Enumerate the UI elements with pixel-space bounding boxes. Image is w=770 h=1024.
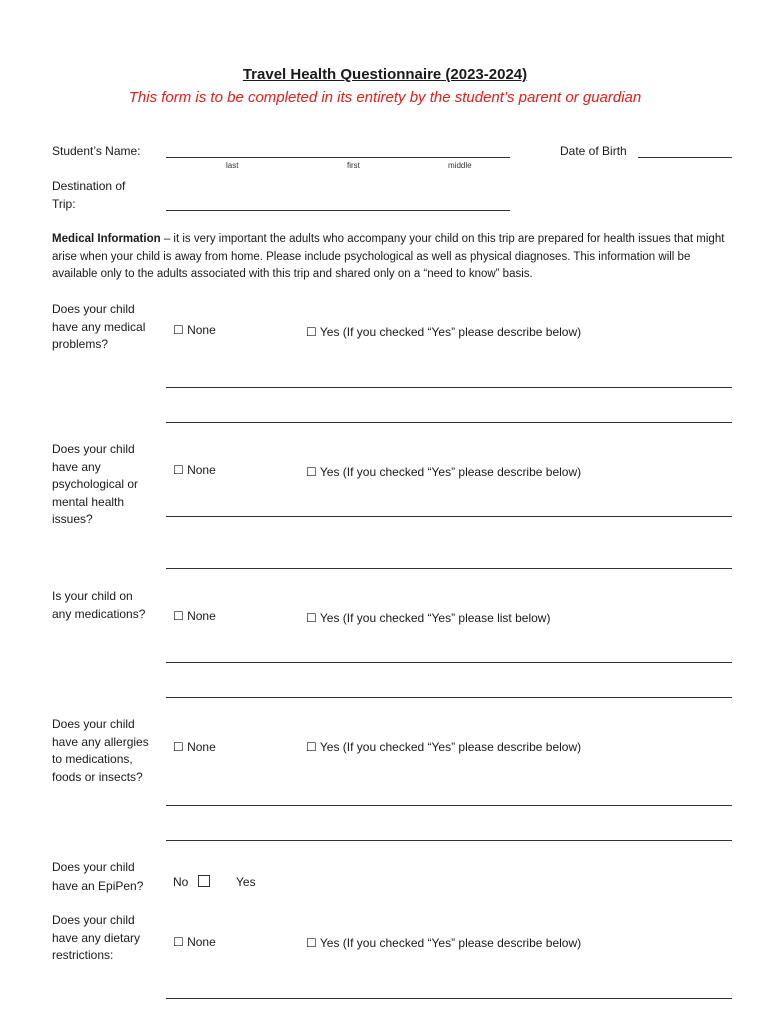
question-medical-problems: Does your child have any medical problems? xyxy=(52,302,146,351)
dob-field[interactable] xyxy=(638,157,732,158)
name-sub-first: first xyxy=(347,161,360,170)
q3-yes-checkbox[interactable]: ☐ Yes (If you checked “Yes” please list below) xyxy=(306,611,551,625)
name-sub-middle: middle xyxy=(448,161,472,170)
q4-yes-checkbox[interactable]: ☐ Yes (If you checked “Yes” please describe below) xyxy=(306,740,582,754)
q1-yes-checkbox[interactable]: ☐ Yes (If you checked “Yes” please describe below) xyxy=(306,325,582,339)
q3-answer-line-2[interactable] xyxy=(166,697,732,698)
q5-no-label: No xyxy=(173,875,189,889)
q6-answer-line-1[interactable] xyxy=(166,998,732,999)
q1-answer-line-2[interactable] xyxy=(166,422,732,423)
page-title: Travel Health Questionnaire (2023-2024) xyxy=(242,66,528,83)
q1-answer-line-1[interactable] xyxy=(166,387,732,388)
medical-text: – it is very important the adults who accompany your child on this trip are prepared for health issues that might arise when your child is away from home. Please include psychological as well as physical diagnoses. This information will be available only to the adults associated with this trip and shared only on a “need to know” basis. xyxy=(52,233,725,280)
q5-no-option[interactable] xyxy=(173,875,210,889)
q2-none-checkbox[interactable]: ☐ None xyxy=(173,463,216,477)
question-medications: Is your child on any medications? xyxy=(52,589,146,621)
q4-answer-line-2[interactable] xyxy=(166,840,732,841)
q2-yes-checkbox[interactable]: ☐ Yes (If you checked “Yes” please describe below) xyxy=(306,465,582,479)
q3-answer-line-1[interactable] xyxy=(166,662,732,663)
student-name-label: Student’s Name: xyxy=(52,144,141,158)
q6-none-checkbox[interactable]: ☐ None xyxy=(173,935,216,949)
dob-label: Date of Birth xyxy=(560,144,627,158)
q2-answer-line-2[interactable] xyxy=(166,568,732,569)
name-sub-last: last xyxy=(226,161,239,170)
medical-heading: Medical Information xyxy=(52,233,161,245)
q1-none-checkbox[interactable]: ☐ None xyxy=(173,323,216,337)
destination-field[interactable] xyxy=(166,210,510,211)
q4-none-checkbox[interactable]: ☐ None xyxy=(173,740,216,754)
q6-yes-checkbox[interactable]: ☐ Yes (If you checked “Yes” please describe below) xyxy=(306,936,582,950)
q2-answer-line-1[interactable] xyxy=(166,516,732,517)
medical-information-paragraph xyxy=(52,231,732,284)
question-allergies: Does your child have any allergies to medications, foods or insects? xyxy=(52,717,149,784)
q5-yes-option[interactable]: Yes xyxy=(236,875,256,889)
question-epipen: Does your child have an EpiPen? xyxy=(52,860,144,893)
q5-no-checkbox[interactable] xyxy=(198,875,210,887)
student-name-field[interactable] xyxy=(166,157,510,158)
q3-none-checkbox[interactable]: ☐ None xyxy=(173,609,216,623)
question-mental-health: Does your child have any psychological or mental health issues? xyxy=(52,442,139,526)
q4-answer-line-1[interactable] xyxy=(166,805,732,806)
destination-label: Destination of Trip: xyxy=(52,179,126,211)
question-dietary: Does your child have any dietary restrictions: xyxy=(52,913,141,962)
page-subtitle: This form is to be completed in its entirety by the student’s parent or guardian xyxy=(128,89,642,106)
